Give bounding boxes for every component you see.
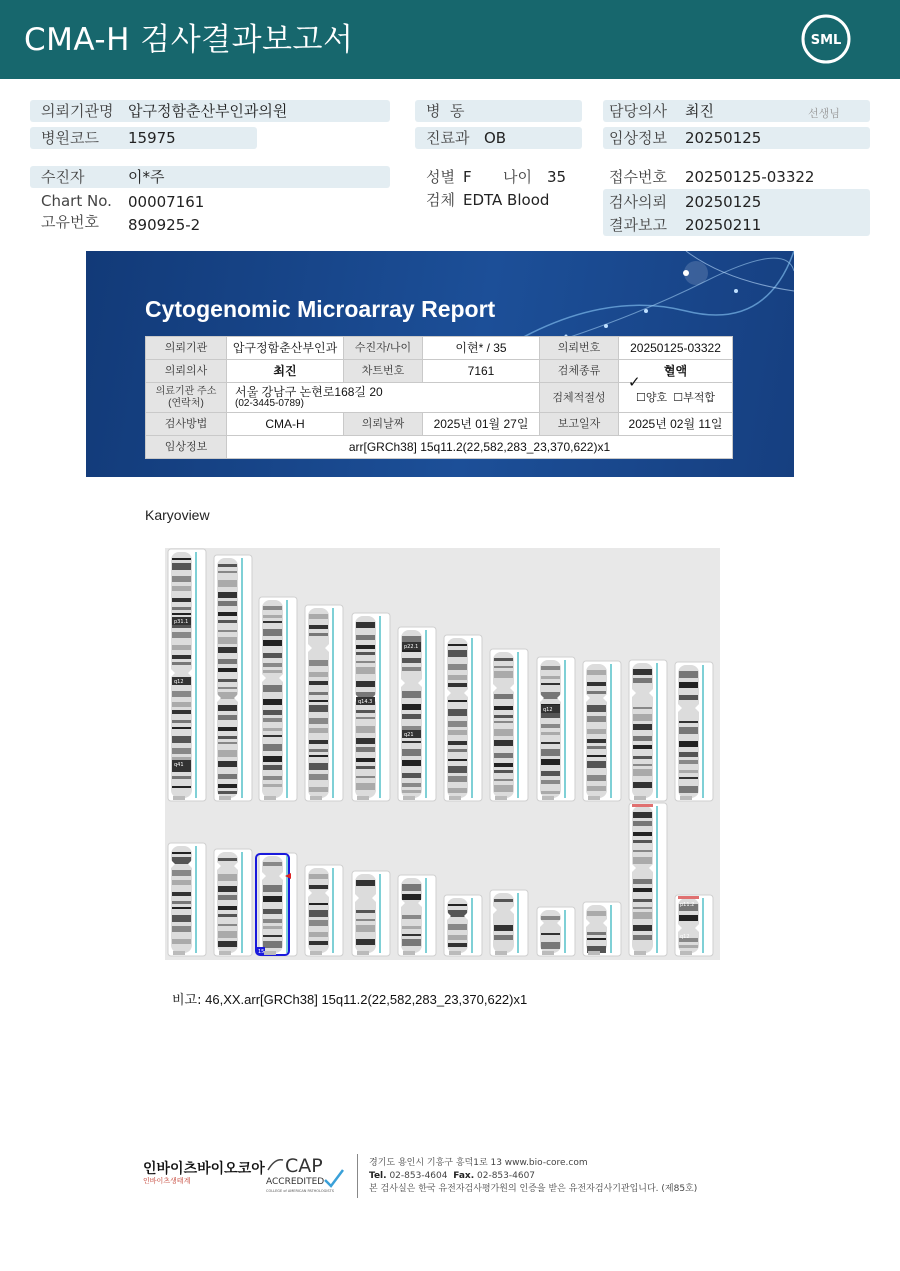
table-row [146, 383, 733, 413]
report-table [145, 336, 733, 459]
table-header-cell: 의뢰날짜 [344, 413, 423, 436]
option-good-label: 양호 [645, 391, 668, 404]
chromosome-x [629, 803, 667, 956]
chromosome-14 [214, 849, 252, 956]
table-header-cell: 검사방법 [146, 413, 227, 436]
address-text: 서울 강남구 논현로168길 20 [235, 384, 383, 399]
table-row [146, 436, 733, 459]
patient-label: 수진자 [41, 168, 85, 186]
remark-text: 46,XX.arr[GRCh38] 15q11.2(22,582,283_23,370,622)x1 [205, 992, 528, 1007]
institution-value: 압구정함춘산부인과의원 [128, 102, 288, 120]
cap-accredited-logo [263, 1150, 348, 1200]
chromosome-8 [490, 649, 528, 801]
result-report-value: 20250211 [685, 216, 762, 234]
table-header-cell: 의뢰번호 [540, 337, 619, 360]
svg-text:ACCREDITED: ACCREDITED [266, 1177, 325, 1187]
chromosome-20 [490, 890, 528, 956]
ward-label: 병 동 [426, 102, 465, 120]
chromosome-17 [352, 871, 390, 956]
table-header-cell: 검체종류 [540, 360, 619, 383]
table-header-cell: 임상정보 [146, 436, 227, 459]
hospital-code-label: 병원코드 [41, 129, 99, 147]
doctor-suffix: 선생님 [808, 107, 840, 120]
footer-divider [357, 1154, 358, 1198]
footer-notice: 본 검사실은 한국 유전자검사평가원의 인증을 받은 유전자검사기관입니다. (제85호) [369, 1184, 698, 1194]
unique-no-value: 890925-2 [128, 216, 201, 234]
karyoview-label: Karyoview [145, 507, 210, 523]
address-cell [227, 383, 540, 413]
checkbox-bad: ☐ [673, 391, 684, 404]
header-bar [0, 0, 900, 79]
test-request-label: 검사의뢰 [609, 193, 667, 211]
receipt-no-label: 접수번호 [609, 168, 667, 186]
chart-no-value: 00007161 [128, 193, 205, 211]
chromosome-3 [259, 597, 297, 801]
chromosome-9 [537, 657, 575, 801]
doctor-value: 최진 [685, 102, 714, 120]
table-cell: 2025년 01월 27일 [423, 413, 540, 436]
clinical-info-label: 임상정보 [609, 129, 667, 147]
chromosome-2 [214, 555, 252, 801]
table-row [146, 360, 733, 383]
chromosome-15 [256, 853, 297, 956]
table-header-cell: 의뢰기관 [146, 337, 227, 360]
remark-label: 비고: [172, 993, 202, 1008]
chromosome-22 [583, 902, 621, 956]
table-cell: 20250125-03322 [619, 337, 733, 360]
specimen-value: EDTA Blood [463, 191, 550, 209]
checkbox-good: ☐ [635, 391, 646, 404]
page-title: CMA-H 검사결과보고서 [24, 22, 354, 58]
sex-label: 성별 [426, 168, 455, 186]
table-cell: 혈액 [619, 360, 733, 383]
chromosome-4 [305, 605, 343, 801]
footer-address-block [369, 1157, 697, 1196]
chromosome-6 [398, 627, 436, 801]
svg-text:SML: SML [810, 33, 842, 48]
band-label: q12 [543, 707, 553, 713]
chromosome-19 [444, 895, 482, 956]
svg-text:COLLEGE of AMERICAN PATHOLOGIS: COLLEGE of AMERICAN PATHOLOGISTS [266, 1189, 334, 1193]
option-bad-label: 부적합 [683, 391, 716, 404]
band-label: p11.2 [680, 902, 695, 908]
clinical-info-value: 20250125 [685, 129, 762, 147]
band-label: q12 [680, 934, 690, 940]
table-cell: 2025년 02월 11일 [619, 413, 733, 436]
band-label: q12 [174, 679, 184, 685]
chromosome-13 [168, 843, 206, 956]
remark [172, 989, 527, 1008]
specimen-adequacy-cell [619, 374, 733, 413]
footer-contact: Tel. 02-853-4604 Fax. 02-853-4607 [369, 1171, 536, 1181]
chromosome-16 [305, 865, 343, 956]
chromosome-15-label: 15 [258, 949, 265, 955]
table-header-cell: 의료기관 주소 (연락처) [146, 383, 227, 413]
patient-value: 이*주 [128, 168, 165, 186]
karyogram [165, 548, 720, 960]
department-value: OB [484, 129, 507, 147]
chromosome-y [675, 895, 713, 956]
sex-value: F [463, 168, 472, 186]
band-label: p22.1 [404, 644, 419, 650]
table-cell: 이현* / 35 [423, 337, 540, 360]
band-label: q41 [174, 762, 184, 768]
table-cell: arr[GRCh38] 15q11.2(22,582,283_23,370,622)x1 [227, 436, 733, 459]
doctor-label: 담당의사 [609, 102, 667, 120]
band-label: q21 [404, 732, 414, 738]
table-header-cell: 수진자/나이 [344, 337, 423, 360]
footer [143, 1150, 763, 1210]
result-report-label: 결과보고 [609, 216, 667, 234]
table-row [146, 337, 733, 360]
table-header-cell: 의뢰의사 [146, 360, 227, 383]
band-label: q14.3 [358, 699, 373, 705]
table-cell: 7161 [423, 360, 540, 383]
report-title: Cytogenomic Microarray Report [145, 296, 496, 322]
footer-org-name: 인바이츠바이오코아 [143, 1161, 265, 1177]
svg-text:CAP: CAP [285, 1155, 323, 1177]
chromosome-18 [398, 875, 436, 956]
hospital-code-value: 15975 [128, 129, 176, 147]
chromosome-11 [629, 660, 667, 801]
cma-report-banner [86, 251, 794, 477]
chromosome-5 [352, 613, 390, 801]
chromosome-21 [537, 907, 575, 956]
table-header-cell: 보고일자 [540, 413, 619, 436]
table-header-cell: 검체적절성 [540, 383, 619, 413]
table-cell: CMA-H [227, 413, 344, 436]
footer-address: 경기도 용인시 기흥구 흥덕1로 13 www.bio-core.com [369, 1158, 588, 1168]
chart-no-label: Chart No. [41, 192, 112, 210]
footer-org-sub: 인바이츠생태계 [143, 1177, 191, 1185]
table-header-cell: 차트번호 [344, 360, 423, 383]
table-cell: 압구정함춘산부인과 [227, 337, 344, 360]
test-request-value: 20250125 [685, 193, 762, 211]
band-label: p31.1 [174, 619, 189, 625]
specimen-label: 검체 [426, 191, 455, 209]
department-label: 진료과 [426, 129, 470, 147]
chromosome-12 [675, 662, 713, 801]
age-value: 35 [547, 168, 567, 186]
sml-logo [800, 13, 852, 65]
unique-no-label: 고유번호 [41, 213, 99, 231]
checkmark-icon: ✓ [628, 374, 641, 391]
table-cell: 최진 [227, 360, 344, 383]
institution-label: 의뢰기관명 [41, 102, 114, 120]
chromosome-10 [583, 661, 621, 801]
address-phone: (02-3445-0789) [235, 397, 304, 409]
age-label: 나이 [503, 168, 532, 186]
karyoview-panel [165, 548, 720, 960]
chromosome-7 [444, 635, 482, 801]
receipt-no-value: 20250125-03322 [685, 168, 815, 186]
chromosome-1 [168, 549, 206, 801]
table-row [146, 413, 733, 436]
